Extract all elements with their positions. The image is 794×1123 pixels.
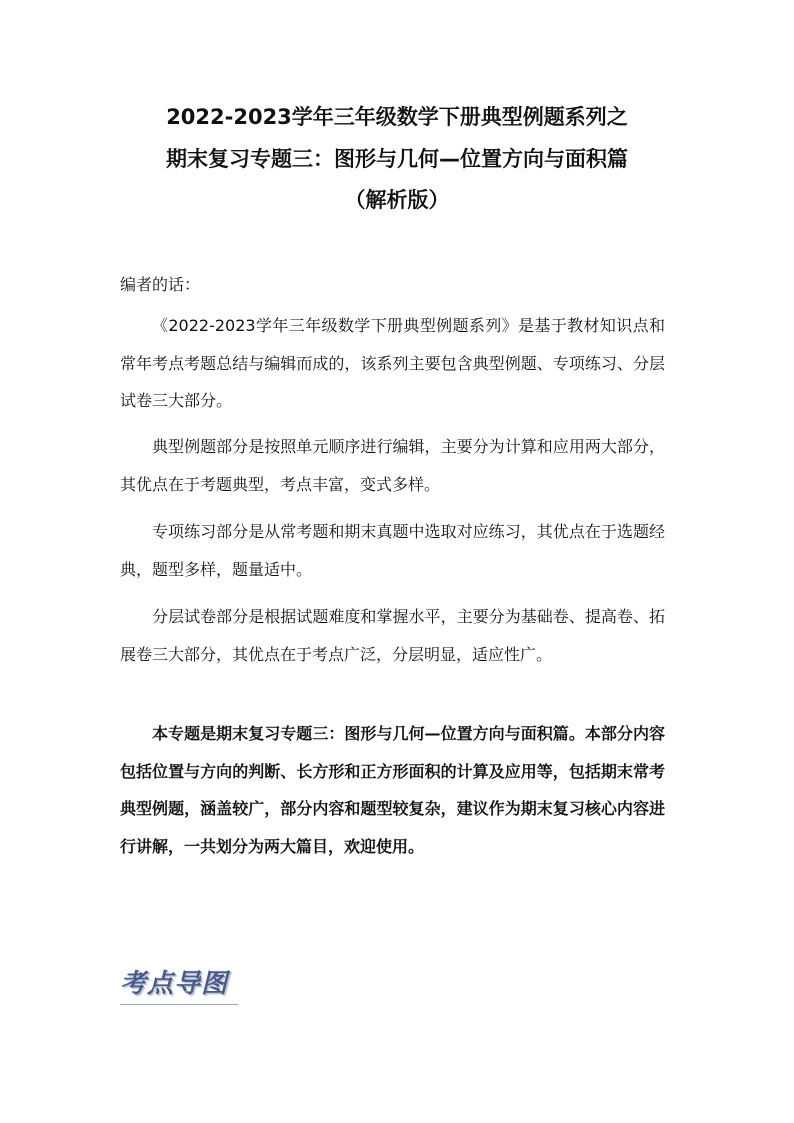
paragraph-topic-summary: 本专题是期末复习专题三：图形与几何—位置方向与面积篇。本部分内容包括位置与方向的判断、长方形和正方形面积的计算及应用等，包括期末常考典型例题，涵盖较广，部分内容和题型较复杂，建议作为期末复习核心内容进行讲解，一共划分为两大篇目，欢迎使用。 xyxy=(120,724,665,856)
title-line-3: （解析版） xyxy=(344,188,450,212)
intro-label: 编者的话： xyxy=(120,275,201,294)
section-heading-kaodian-daotu: 考点导图 xyxy=(120,969,229,999)
paragraph-special-practice: 专项练习部分是从常考题和期末真题中选取对应练习，其优点在于选题经典，题型多样，题量适中。 xyxy=(120,522,665,579)
title-line-1: 2022-2023学年三年级数学下册典型例题系列之 xyxy=(166,105,628,129)
section-heading-underline xyxy=(120,1004,238,1005)
title-line-2: 期末复习专题三：图形与几何—位置方向与面积篇 xyxy=(166,147,628,171)
paragraph-series-intro: 《2022-2023学年三年级数学下册典型例题系列》是基于教材知识点和常年考点考题总结与编辑而成的，该系列主要包含典型例题、专项练习、分层试卷三大部分。 xyxy=(120,316,665,410)
paragraph-layered-tests: 分层试卷部分是根据试题难度和掌握水平，主要分为基础卷、提高卷、拓展卷三大部分，其优点在于考点广泛，分层明显，适应性广。 xyxy=(120,607,665,664)
paragraph-typical-examples: 典型例题部分是按照单元顺序进行编辑，主要分为计算和应用两大部分，其优点在于考题典型，考点丰富，变式多样。 xyxy=(120,437,665,494)
